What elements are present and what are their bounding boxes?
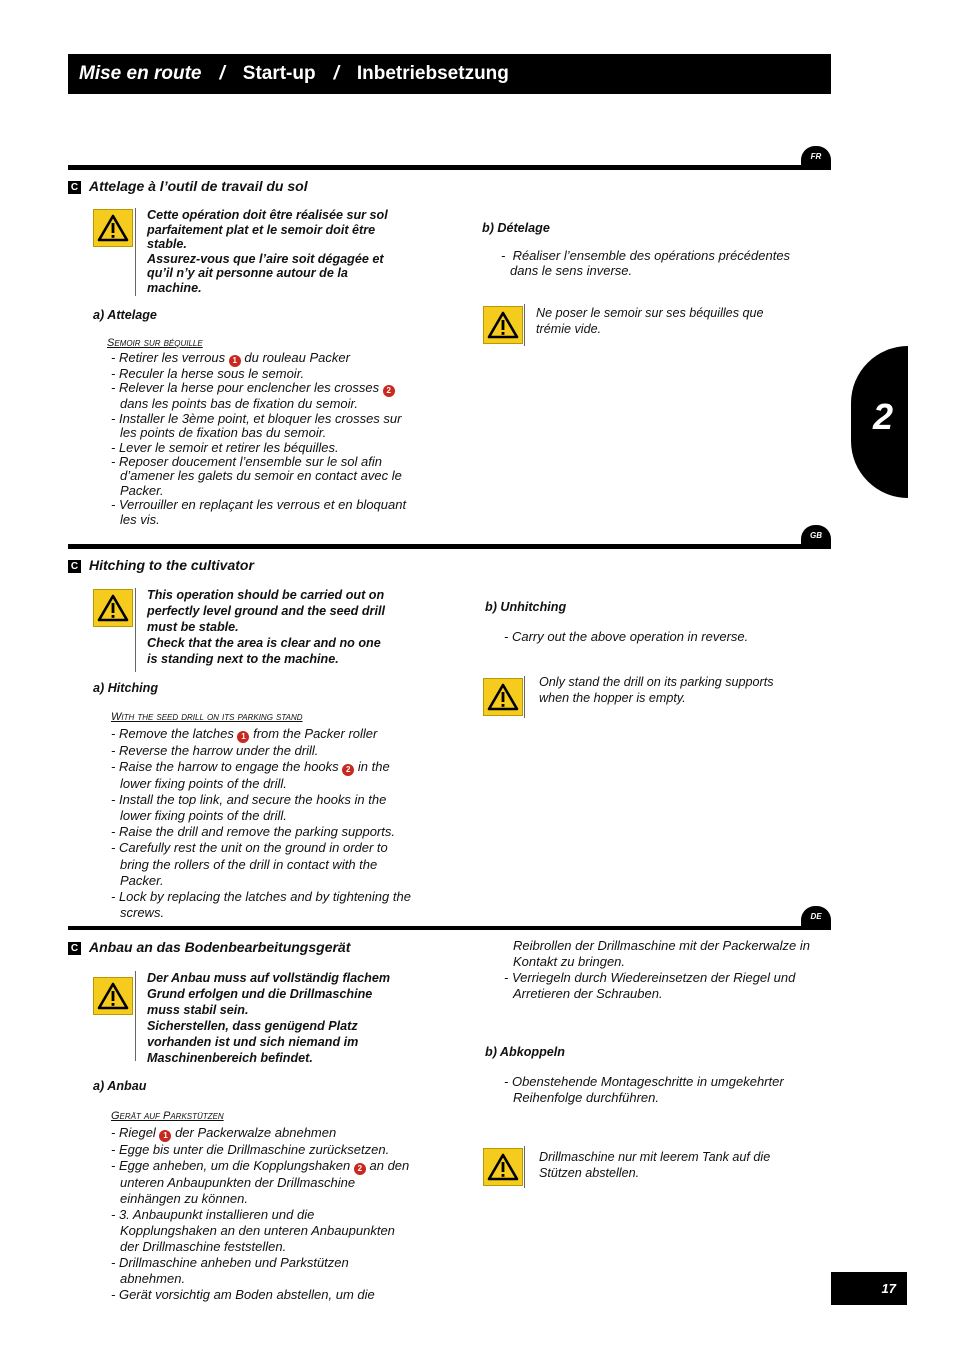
callout-2-icon: 2 (383, 385, 395, 397)
note-text-de: Drillmaschine nur mit leerem Tank auf die Stützen abstellen. (539, 1150, 771, 1180)
section-title-text: Anbau an das Bodenbearbeitungsgerät (89, 939, 351, 955)
header-title-en: Start-up (242, 63, 316, 84)
steps-list-gb (111, 726, 411, 921)
list-item: - Obenstehende Montageschritte in umgekehrter Reihenfolge durchführen. (504, 1074, 784, 1105)
warning-line: Maschinenbereich befindet. (147, 1051, 313, 1065)
callout-1-icon: 1 (229, 355, 241, 367)
warning-line: Assurez-vous que l’aire soit dégagée et (147, 251, 384, 266)
warning-divider (135, 208, 136, 296)
callout-1-icon: 1 (159, 1130, 171, 1142)
warning-line: Grund erfolgen und die Drillmaschine (147, 987, 373, 1001)
list-item: - Egge anheben, um die Kopplungshaken 2 an den unteren Anbaupunkten der Drillmaschine einhängen zu können. (111, 1158, 410, 1206)
b-steps-list-gb (504, 629, 804, 645)
subheading-fr-b: b) Dételage (482, 221, 550, 235)
list-item: - Réaliser l’ensemble des opérations précédentes dans le sens inverse. (501, 248, 791, 278)
warning-icon (93, 209, 133, 247)
callout-1-icon: 1 (237, 731, 249, 743)
header-separator: / (219, 63, 225, 84)
list-item: - Raise the drill and remove the parking supports. (111, 824, 395, 840)
caps-heading-fr: Semoir sur béquille (107, 337, 203, 349)
page-number: 17 (831, 1272, 907, 1305)
section-divider (68, 165, 831, 170)
list-item: - Reposer doucement l’ensemble sur le sol afin d’amener les galets du semoir en contact avec le Packer. (111, 454, 402, 498)
caps-heading-de: Gerät auf Parkstützen (111, 1110, 224, 1122)
list-item: - Reverse the harrow under the drill. (111, 743, 319, 758)
warning-line: is standing next to the machine. (147, 652, 339, 666)
note-text-fr: Ne poser le semoir sur ses béquilles que trémie vide. (536, 306, 764, 336)
warning-icon (483, 678, 523, 716)
warning-line: qu’il n’y ait personne autour de la (147, 266, 348, 280)
warning-text-fr (147, 208, 432, 295)
list-item: - Remove the latches 1 from the Packer roller (111, 726, 378, 741)
list-item: - Egge bis unter die Drillmaschine zurücksetzen. (111, 1142, 390, 1157)
header-separator: / (333, 63, 339, 84)
list-item: - 3. Anbaupunkt installieren und die Kopplungshaken an den unteren Anbaupunkten der Drillmaschine feststellen. (111, 1207, 395, 1254)
subheading-de-b: b) Abkoppeln (485, 1045, 565, 1059)
section-title-de (68, 939, 350, 955)
warning-line: perfectly level ground and the seed drill (147, 604, 385, 618)
section-title-text: Attelage à l’outil de travail du sol (89, 178, 308, 194)
list-item: - Carefully rest the unit on the ground in order to bring the rollers of the drill in contact with the Packer. (111, 840, 388, 888)
warning-divider (135, 971, 136, 1061)
list-item: - Verriegeln durch Wiedereinsetzen der Riegel und Arretieren der Schrauben. (504, 970, 796, 1001)
warning-line: stable. (147, 237, 187, 251)
b-steps-list-fr (501, 248, 801, 278)
warning-line: Der Anbau muss auf vollständig flachem (147, 971, 391, 985)
lang-badge-fr: FR (801, 146, 831, 168)
chapter-number: 2 (873, 396, 894, 437)
section-title-text: Hitching to the cultivator (89, 557, 254, 573)
list-item: - Relever la herse pour enclencher les crosses 2 dans les points bas de fixation du semoir. (111, 381, 416, 411)
section-divider (68, 544, 831, 549)
caps-heading-gb: With the seed drill on its parking stand (111, 711, 303, 723)
section-letter: C (68, 942, 81, 955)
list-item: - Retirer les verrous 1 du rouleau Packer (111, 350, 350, 365)
list-item: - Installer le 3ème point, et bloquer les crosses sur les points de fixation bas du semoir. (111, 410, 402, 441)
steps-list-fr (111, 351, 416, 527)
list-item: - Install the top link, and secure the hooks in the lower fixing points of the drill. (111, 792, 387, 824)
warning-line: Check that the area is clear and no one (147, 636, 381, 650)
warning-line: must be stable. (147, 620, 239, 634)
list-item: - Drillmaschine anheben und Parkstützen abnehmen. (111, 1255, 349, 1286)
list-item: - Reculer la herse sous le semoir. (111, 366, 305, 381)
callout-2-icon: 2 (354, 1163, 366, 1175)
page-header (68, 54, 831, 94)
subheading-gb-b: b) Unhitching (485, 600, 567, 614)
subheading-fr-a: a) Attelage (93, 308, 157, 322)
warning-line: vorhanden ist und sich niemand im (147, 1035, 359, 1049)
list-item: - Verrouiller en replaçant les verrous et en bloquant les vis. (111, 497, 407, 527)
subheading-de-a: a) Anbau (93, 1079, 147, 1093)
section-letter: C (68, 181, 81, 194)
header-title-de: Inbetriebsetzung (356, 63, 509, 84)
list-item: - Carry out the above operation in reverse. (504, 629, 749, 644)
section-divider (68, 926, 831, 930)
warning-text-gb (147, 587, 432, 667)
list-item: - Riegel 1 der Packerwalze abnehmen (111, 1125, 337, 1140)
cont-steps-list-de (504, 970, 814, 1002)
warning-icon (483, 1148, 523, 1186)
subheading-gb-a: a) Hitching (93, 681, 159, 695)
lang-badge-gb: GB (801, 525, 831, 547)
lang-badge-de: DE (801, 906, 831, 928)
note-divider (524, 1146, 525, 1188)
steps-list-de (111, 1125, 411, 1303)
list-item: - Gerät vorsichtig am Boden abstellen, um die (111, 1287, 375, 1302)
list-item: - Raise the harrow to engage the hooks 2 in the lower fixing points of the drill. (111, 759, 390, 792)
section-title-fr (68, 178, 308, 194)
b-steps-list-de (504, 1074, 814, 1106)
continued-text-de: Reibrollen der Drillmaschine mit der Packerwalze in Kontakt zu bringen. (513, 938, 810, 969)
warning-icon (483, 306, 523, 344)
warning-icon (93, 977, 133, 1015)
section-letter: C (68, 560, 81, 573)
note-text-gb: Only stand the drill on its parking supports when the hopper is empty. (539, 675, 774, 705)
warning-line: Cette opération doit être réalisée sur sol (147, 208, 388, 222)
chapter-tab (851, 346, 908, 498)
warning-line: This operation should be carried out on (147, 588, 385, 602)
warning-icon (93, 589, 133, 627)
note-divider (524, 304, 525, 346)
list-item: - Lock by replacing the latches and by tightening the screws. (111, 888, 411, 920)
list-item: - Lever le semoir et retirer les béquilles. (111, 439, 339, 455)
warning-line: machine. (147, 280, 202, 295)
header-title-fr: Mise en route (79, 63, 202, 84)
section-title-gb (68, 557, 254, 573)
note-divider (524, 676, 525, 718)
warning-line: parfaitement plat et le semoir doit être (147, 222, 376, 237)
warning-line: Sicherstellen, dass genügend Platz (147, 1019, 358, 1033)
warning-divider (135, 588, 136, 672)
warning-text-de (147, 970, 437, 1066)
warning-line: muss stabil sein. (147, 1003, 249, 1017)
callout-2-icon: 2 (342, 764, 354, 776)
